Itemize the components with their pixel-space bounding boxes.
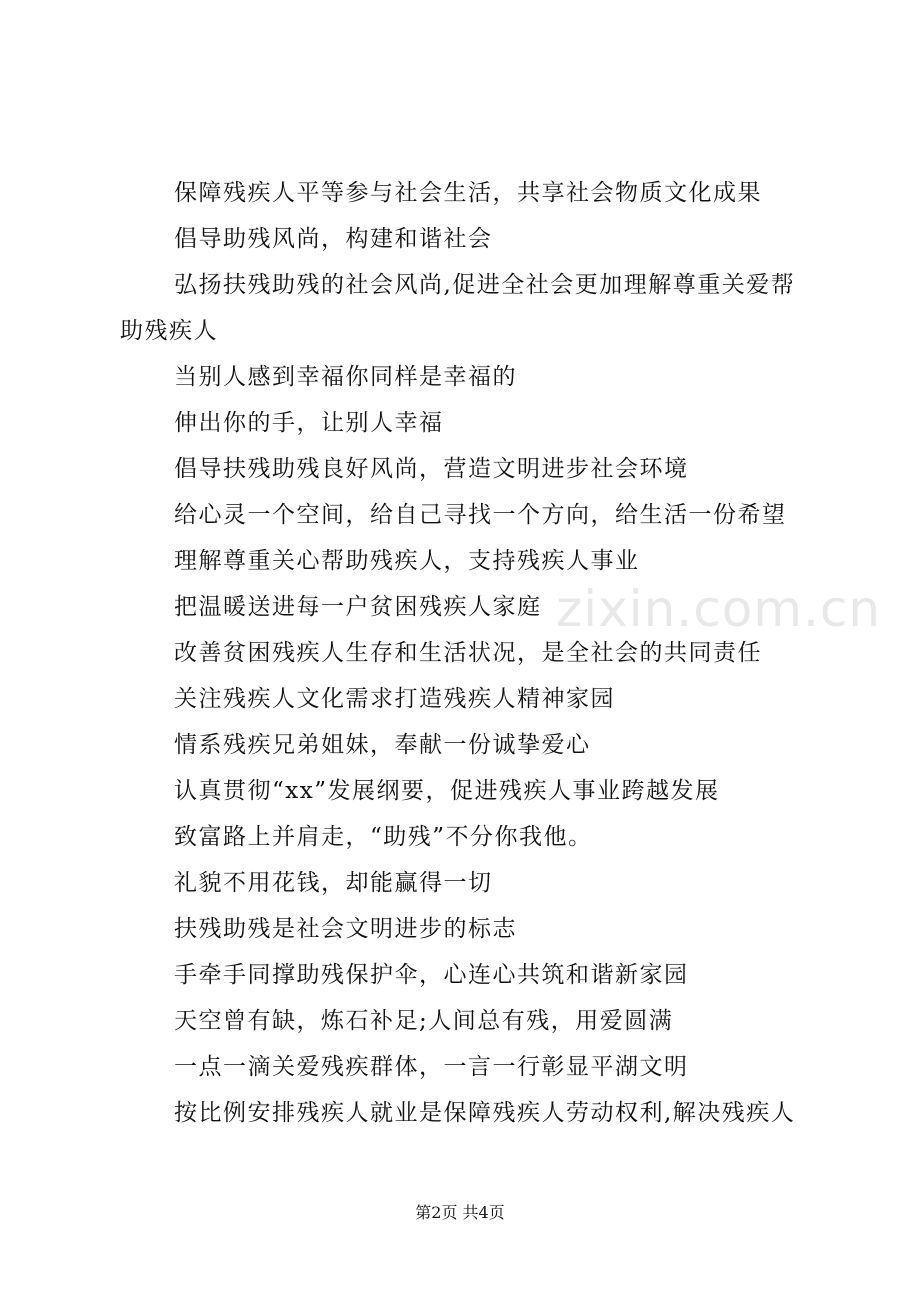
slogan-line: 给心灵一个空间，给自己寻找一个方向，给生活一份希望 <box>174 502 787 528</box>
slogan-line: 一点一滴关爱残疾群体，一言一行彰显平湖文明 <box>174 1054 689 1080</box>
slogan-line: 弘扬扶残助残的社会风尚,促进全社会更加理解尊重关爱帮 <box>174 272 796 298</box>
slogan-line: 理解尊重关心帮助残疾人，支持残疾人事业 <box>174 548 640 574</box>
slogan-line: 保障残疾人平等参与社会生活，共享社会物质文化成果 <box>174 180 762 206</box>
slogan-line: 扶残助残是社会文明进步的标志 <box>174 916 517 942</box>
slogan-line: 伸出你的手，让别人幸福 <box>174 410 444 436</box>
slogan-list <box>120 170 810 1136</box>
slogan-line-continuation: 助残疾人 <box>120 318 218 344</box>
slogan-line: 把温暖送进每一户贫困残疾人家庭 <box>174 594 542 620</box>
slogan-line: 手牵手同撑助残保护伞，心连心共筑和谐新家园 <box>174 962 689 988</box>
watermark: zixin.com.cn <box>556 580 882 638</box>
slogan-line: 倡导扶残助残良好风尚，营造文明进步社会环境 <box>174 456 689 482</box>
page-number-footer: 第2页 共4页 <box>415 1203 505 1222</box>
slogan-line: 关注残疾人文化需求打造残疾人精神家园 <box>174 686 615 712</box>
slogan-line: 情系残疾兄弟姐妹，奉献一份诚挚爱心 <box>174 732 591 758</box>
slogan-line: 致富路上并肩走，“助残”不分你我他。 <box>174 824 593 850</box>
slogan-line: 按比例安排残疾人就业是保障残疾人劳动权利,解决残疾人 <box>174 1100 796 1126</box>
slogan-line: 天空曾有缺，炼石补足;人间总有残，用爱圆满 <box>174 1008 674 1034</box>
slogan-line: 倡导助残风尚，构建和谐社会 <box>174 226 493 252</box>
slogan-line: 礼貌不用花钱，却能赢得一切 <box>174 870 493 896</box>
slogan-line: 改善贫困残疾人生存和生活状况，是全社会的共同责任 <box>174 640 762 666</box>
slogan-line: 当别人感到幸福你同样是幸福的 <box>174 364 517 390</box>
slogan-line: 认真贯彻“xx”发展纲要，促进残疾人事业跨越发展 <box>174 778 720 804</box>
